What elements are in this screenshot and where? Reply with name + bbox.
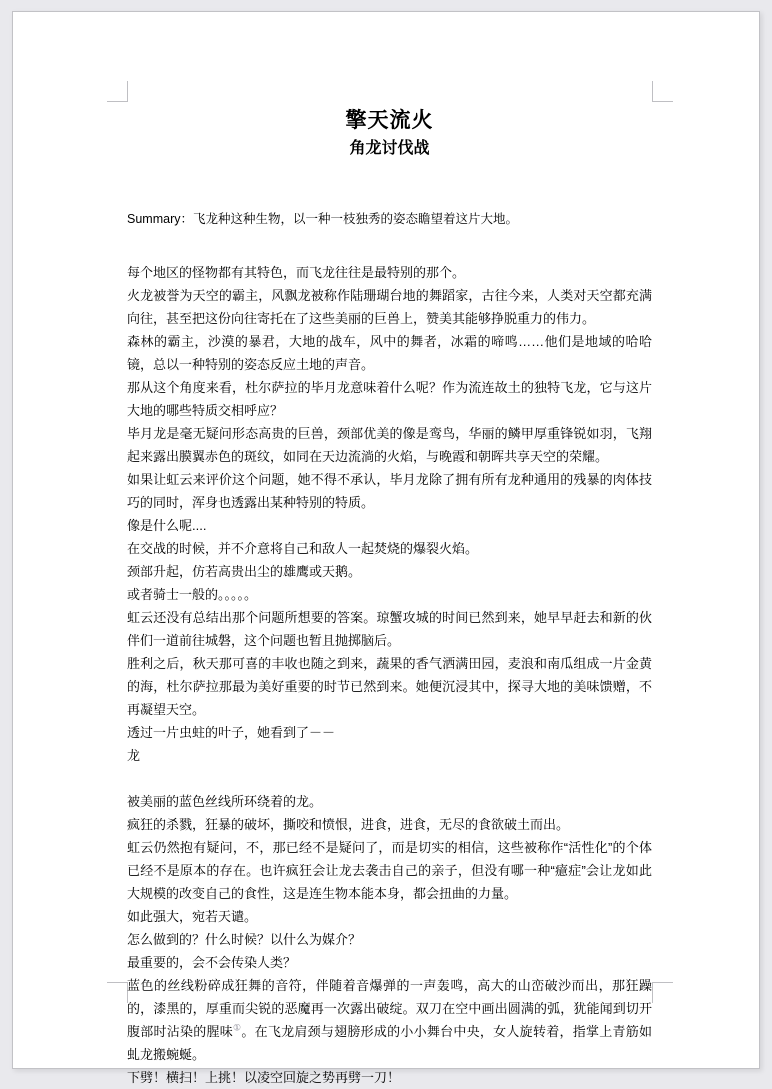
paragraph[interactable]: 毕月龙是毫无疑问形态高贵的巨兽，颈部优美的像是鸾鸟，华丽的鳞甲厚重锋锐如羽，飞翔起来露出膜翼赤色的斑纹，如同在天边流淌的火焰，与晚霞和朝晖共享天空的荣耀。 xyxy=(127,426,652,464)
margin-crop-mark-top-right xyxy=(652,81,673,102)
paragraph[interactable]: 最重要的，会不会传染人类？ xyxy=(127,955,297,970)
paragraph[interactable]: 虹云还没有总结出那个问题所想要的答案。琼蟹攻城的时间已然到来，她早早赶去和新的伙伴们一道前往城磐，这个问题也暂且抛掷脑后。 xyxy=(127,610,652,648)
paragraph[interactable]: 那从这个角度来看，杜尔萨拉的毕月龙意味着什么呢？作为流连故土的独特飞龙，它与这片大地的哪些特质交相呼应？ xyxy=(127,380,652,418)
margin-crop-mark-bottom-left xyxy=(107,982,128,1003)
paragraph[interactable]: 怎么做到的？什么时候？以什么为媒介？ xyxy=(127,932,362,947)
margin-crop-mark-bottom-right xyxy=(652,982,673,1003)
paragraph[interactable]: 像是什么呢.... xyxy=(127,518,207,533)
paragraph[interactable]: 龙 xyxy=(127,748,141,763)
paragraph[interactable]: 下劈！横扫！上挑！以凌空回旋之势再劈一刀！ xyxy=(127,1070,401,1085)
paragraph[interactable]: 被美丽的蓝色丝线所环绕着的龙。 xyxy=(127,794,323,809)
paragraph[interactable]: 透过一片虫蛀的叶子，她看到了－－ xyxy=(127,725,336,740)
paragraph[interactable]: 火龙被誉为天空的霸主，风飘龙被称作陆珊瑚台地的舞蹈家，古往今来，人类对天空都充满向往，甚至把这份向往寄托在了这些美丽的巨兽上，赞美其能够挣脱重力的伟力。 xyxy=(127,288,652,326)
page-content[interactable] xyxy=(127,101,652,1089)
paragraph[interactable]: 虹云仍然抱有疑问，不，那已经不是疑问了，而是切实的相信，这些被称作“活性化”的个体已经不是原本的存在。也许疯狂会让龙去袭击自己的亲子，但没有哪一种“癔症”会让龙如此大规模的改变自己的食性，这是连生物本能本身，都会扭曲的力量。 xyxy=(127,840,652,901)
paragraph[interactable]: 每个地区的怪物都有其特色，而飞龙往往是最特别的那个。 xyxy=(127,265,466,280)
paragraph-text: 。在飞龙肩颈与翅膀形成的小小舞台中央，女人旋转着，指掌上青筋如虬龙搬蜿蜒。 xyxy=(127,1024,652,1062)
paragraph-with-footnote[interactable] xyxy=(127,974,652,1066)
document-title[interactable]: 擎天流火 xyxy=(345,109,434,132)
paragraph[interactable]: 如果让虹云来评价这个问题，她不得不承认，毕月龙除了拥有所有龙种通用的残暴的肉体技巧的同时，浑身也透露出某种特别的特质。 xyxy=(127,472,652,510)
summary-line[interactable]: Summary：飞龙种这种生物，以一种一枝独秀的姿态瞻望着这片大地。 xyxy=(127,212,518,226)
footnote-marker[interactable]: ① xyxy=(233,1022,242,1033)
document-page[interactable] xyxy=(12,11,760,1085)
paragraph[interactable]: 胜利之后，秋天那可喜的丰收也随之到来，蔬果的香气洒满田园，麦浪和南瓜组成一片金黄的海，杜尔萨拉那最为美好重要的时节已然到来。她便沉浸其中，探寻大地的美味馈赠，不再凝望天空。 xyxy=(127,656,652,717)
paragraph[interactable]: 在交战的时候，并不介意将自己和敌人一起焚烧的爆裂火焰。 xyxy=(127,541,479,556)
body-text-block xyxy=(127,261,652,1089)
paragraph[interactable]: 颈部升起，仿若高贵出尘的雄鹰或天鹅。 xyxy=(127,564,362,579)
paragraph[interactable]: 如此强大，宛若天谴。 xyxy=(127,909,258,924)
paragraph[interactable]: 或者骑士一般的。。。。。 xyxy=(127,587,258,602)
paragraph[interactable]: 疯狂的杀戮，狂暴的破坏，撕咬和愤恨，进食，进食，无尽的食欲破土而出。 xyxy=(127,817,570,832)
margin-crop-mark-top-left xyxy=(107,81,128,102)
paragraph[interactable]: 森林的霸主，沙漠的暴君，大地的战车，风中的舞者，冰霜的啼鸣……他们是地域的哈哈镜，总以一种特别的姿态反应土地的声音。 xyxy=(127,334,652,372)
document-subtitle[interactable]: 角龙讨伐战 xyxy=(349,140,430,157)
paragraph-text: 蓝色的丝线粉碎成狂舞的音符，伴随着音爆弹的一声轰鸣，高大的山峦破沙而出，那狂躁的，漆黑的，厚重而尖锐的恶魔再一次露出破绽。双刀在空中画出圆满的弧，犹能闻到切开腹部时沾染的腥味 xyxy=(127,978,652,1039)
